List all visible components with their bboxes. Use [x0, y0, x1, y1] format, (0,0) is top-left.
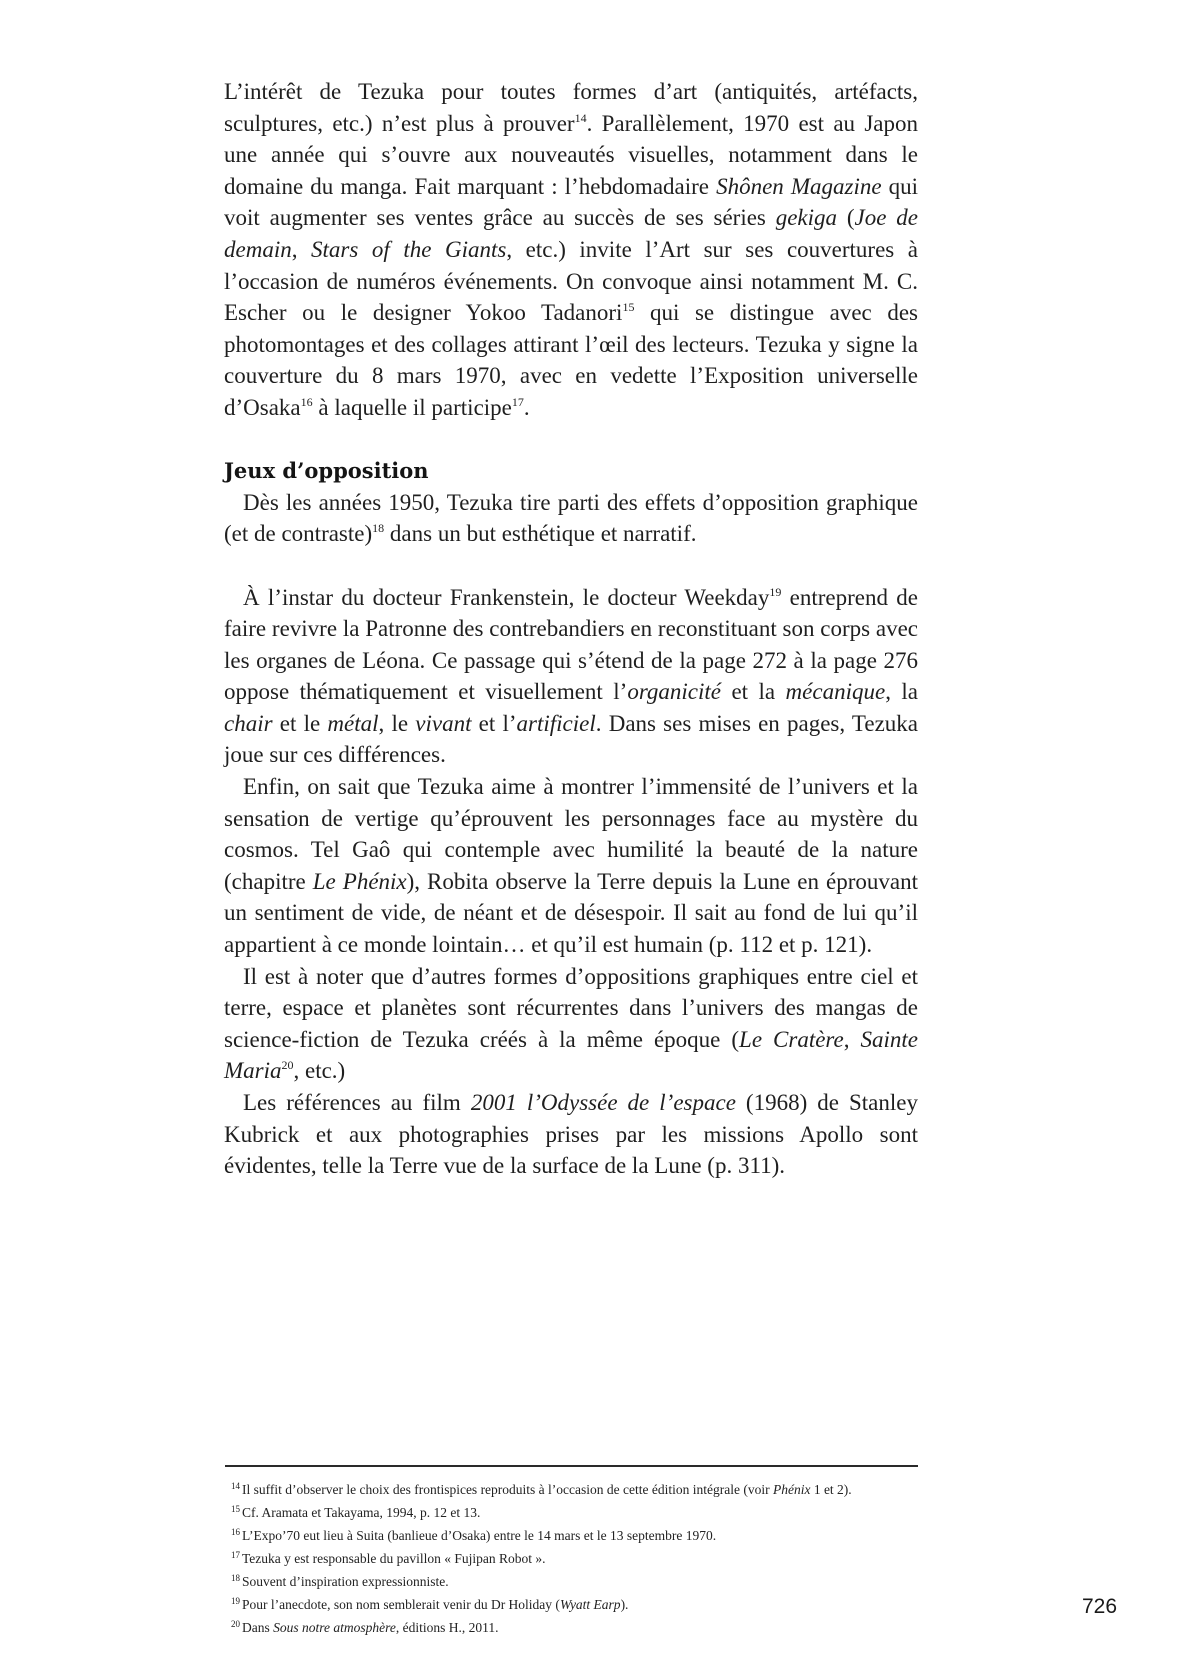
italic-term: artificiel	[516, 710, 596, 736]
italic-term: organicité	[627, 679, 721, 705]
text-run: . Dans ses mises en pages, Tezuka joue sur ces différences.	[224, 710, 918, 768]
italic-title: Le Phénix	[312, 868, 407, 894]
text-run: .	[523, 394, 530, 420]
text-run: dans un but esthétique et narratif.	[384, 521, 697, 547]
text-run: , etc.) invite l’Art sur ses couvertures à l’occasion de numéros événements. On convoque ainsi notamment M. C. Escher ou le designer Yokoo Tadanori	[224, 236, 918, 326]
text-run: Les références au film	[243, 1090, 471, 1115]
section-heading: Jeux d’opposition	[224, 458, 429, 484]
footnote-number: 18	[231, 1573, 240, 1583]
text-run: qui se distingue avec des photomontages et des collages attirant l’œil des lecteurs. Tezuka y signe la couverture du 8 mars 1970, avec en vedette l’Exposition universelle d’Osaka	[224, 300, 918, 420]
italic-term: chair	[224, 710, 273, 736]
text-run: Enfin, on sait que Tezuka aime à montrer l’immensité de l’univers et la sensation de vertige qu’éprouvent les personnages face au mystère du cosmos. Tel Gaô qui contemple avec humilité la beauté de la nature (chapitre	[224, 774, 918, 894]
footnote-text: L’Expo’70 eut lieu à Suita (banlieue d’Osaka) entre le 14 mars et le 13 septembre 1970.	[242, 1528, 717, 1543]
main-text	[224, 76, 918, 1182]
text-run: et l’	[471, 710, 517, 736]
paragraph-kubrick	[224, 1087, 918, 1182]
text-run: , le	[378, 710, 416, 736]
text-run: ), Robita observe la Terre depuis la Lune en éprouvant un sentiment de vide, de néant et de désespoir. Il sait au fond de lui qu’il appartient à ce monde lointain… et qu’il est humain (p. 112 et p. 121).	[224, 868, 918, 958]
text-run: , etc.)	[293, 1058, 346, 1084]
footnote-16	[231, 1524, 921, 1547]
text-run: et le	[272, 710, 328, 736]
footnote-15	[231, 1501, 921, 1524]
text-run: Dès les années 1950, Tezuka tire parti des effets d’opposition graphique (et de contraste)	[224, 489, 918, 547]
footnote-ref-15[interactable]: 15	[622, 300, 635, 315]
footnote-ref-16[interactable]: 16	[300, 394, 313, 409]
italic-title: Stars of the Giants	[311, 236, 507, 262]
footnote-14	[231, 1478, 921, 1501]
footnote-number: 17	[231, 1550, 240, 1560]
footnote-number: 14	[231, 1481, 240, 1491]
italic-title: Shônen Magazine	[716, 173, 882, 199]
italic-term: mécanique	[785, 679, 886, 705]
text-run: à laquelle il participe	[312, 394, 512, 420]
italic-term: gekiga	[775, 205, 838, 231]
footnote-separator	[225, 1465, 918, 1467]
footnote-text: Cf. Aramata et Takayama, 1994, p. 12 et 13.	[242, 1505, 481, 1520]
italic-title: Sous notre atmosphère	[273, 1620, 396, 1635]
footnote-ref-17[interactable]: 17	[511, 394, 524, 409]
footnote-20	[231, 1616, 921, 1639]
footnotes	[231, 1478, 921, 1639]
italic-title: 2001 l’Odyssée de l’espace	[470, 1090, 736, 1115]
footnote-text: Dans	[242, 1620, 274, 1635]
text-run: entreprend de faire revivre la Patronne des contrebandiers en reconstituant son corps avec les organes de Léona. Ce passage qui s’étend de la page 272 à la page 276 oppose thématiquement et visuellement l’	[224, 584, 918, 705]
spacer	[224, 550, 918, 582]
text-run: . Parallèlement, 1970 est au Japon une année qui s’ouvre aux nouveautés visuelles, notamment dans le domaine du manga. Fait marquant : l’hebdomadaire	[224, 110, 918, 199]
italic-title: Sainte Maria	[224, 1026, 918, 1084]
page-number: 726	[1082, 1595, 1118, 1618]
paragraph-oppositions	[224, 961, 918, 1087]
paragraph-art-interest	[224, 76, 918, 424]
text-run: et la	[721, 679, 786, 705]
footnote-number: 19	[231, 1596, 240, 1606]
text-run: , la	[885, 679, 918, 705]
footnote-number: 20	[231, 1619, 240, 1629]
text-run: ,	[291, 236, 312, 262]
italic-title: Le Cratère	[739, 1026, 844, 1052]
text-run: (	[837, 205, 855, 231]
footnote-number: 15	[231, 1504, 240, 1514]
text-run: L’intérêt de Tezuka pour toutes formes d’art (antiquités, artéfacts, sculptures, etc.) n’est plus à prouver	[224, 79, 918, 136]
text-run: ,	[843, 1026, 861, 1052]
footnote-text: Tezuka y est responsable du pavillon « Fujipan Robot ».	[242, 1551, 546, 1566]
footnote-19	[231, 1593, 921, 1616]
text-run: À l’instar du docteur Frankenstein, le docteur Weekday	[243, 584, 770, 610]
footnote-ref-20[interactable]: 20	[281, 1058, 294, 1073]
text-run: (1968) de Stanley Kubrick et aux photographies prises par les missions Apollo sont évidentes, telle la Terre vue de la surface de la Lune (p. 311).	[224, 1090, 918, 1179]
footnote-ref-18[interactable]: 18	[372, 521, 385, 536]
italic-term: métal	[327, 710, 379, 736]
italic-term: vivant	[415, 710, 472, 736]
italic-title: Wyatt Earp	[559, 1597, 621, 1612]
paragraph-opposition-intro	[224, 487, 918, 550]
spacer	[224, 424, 918, 456]
italic-title: Joe de demain	[224, 205, 918, 262]
footnote-text: , éditions H., 2011.	[395, 1620, 499, 1635]
footnote-text: ).	[620, 1597, 629, 1612]
footnote-ref-19[interactable]: 19	[769, 584, 782, 599]
footnote-ref-14[interactable]: 14	[574, 110, 587, 125]
footnote-17	[231, 1547, 921, 1570]
italic-title: Phénix	[772, 1482, 811, 1497]
footnote-18	[231, 1570, 921, 1593]
footnote-text: Souvent d’inspiration expressionniste.	[242, 1574, 449, 1589]
footnote-number: 16	[231, 1527, 240, 1537]
text-run: Il est à noter que d’autres formes d’oppositions graphiques entre ciel et terre, espace et planètes sont récurrentes dans l’univers des mangas de science-fiction de Tezuka créés à la même époque (	[224, 963, 918, 1052]
paragraph-frankenstein	[224, 582, 918, 772]
footnote-text: 1 et 2).	[810, 1482, 852, 1497]
paragraph-cosmos	[224, 771, 918, 961]
footnote-text: Il suffit d’observer le choix des frontispices reproduits à l’occasion de cette édition intégrale (voir	[242, 1482, 773, 1497]
footnote-text: Pour l’anecdote, son nom semblerait venir du Dr Holiday (	[242, 1597, 560, 1612]
text-run: qui voit augmenter ses ventes grâce au succès de ses séries	[224, 173, 919, 231]
